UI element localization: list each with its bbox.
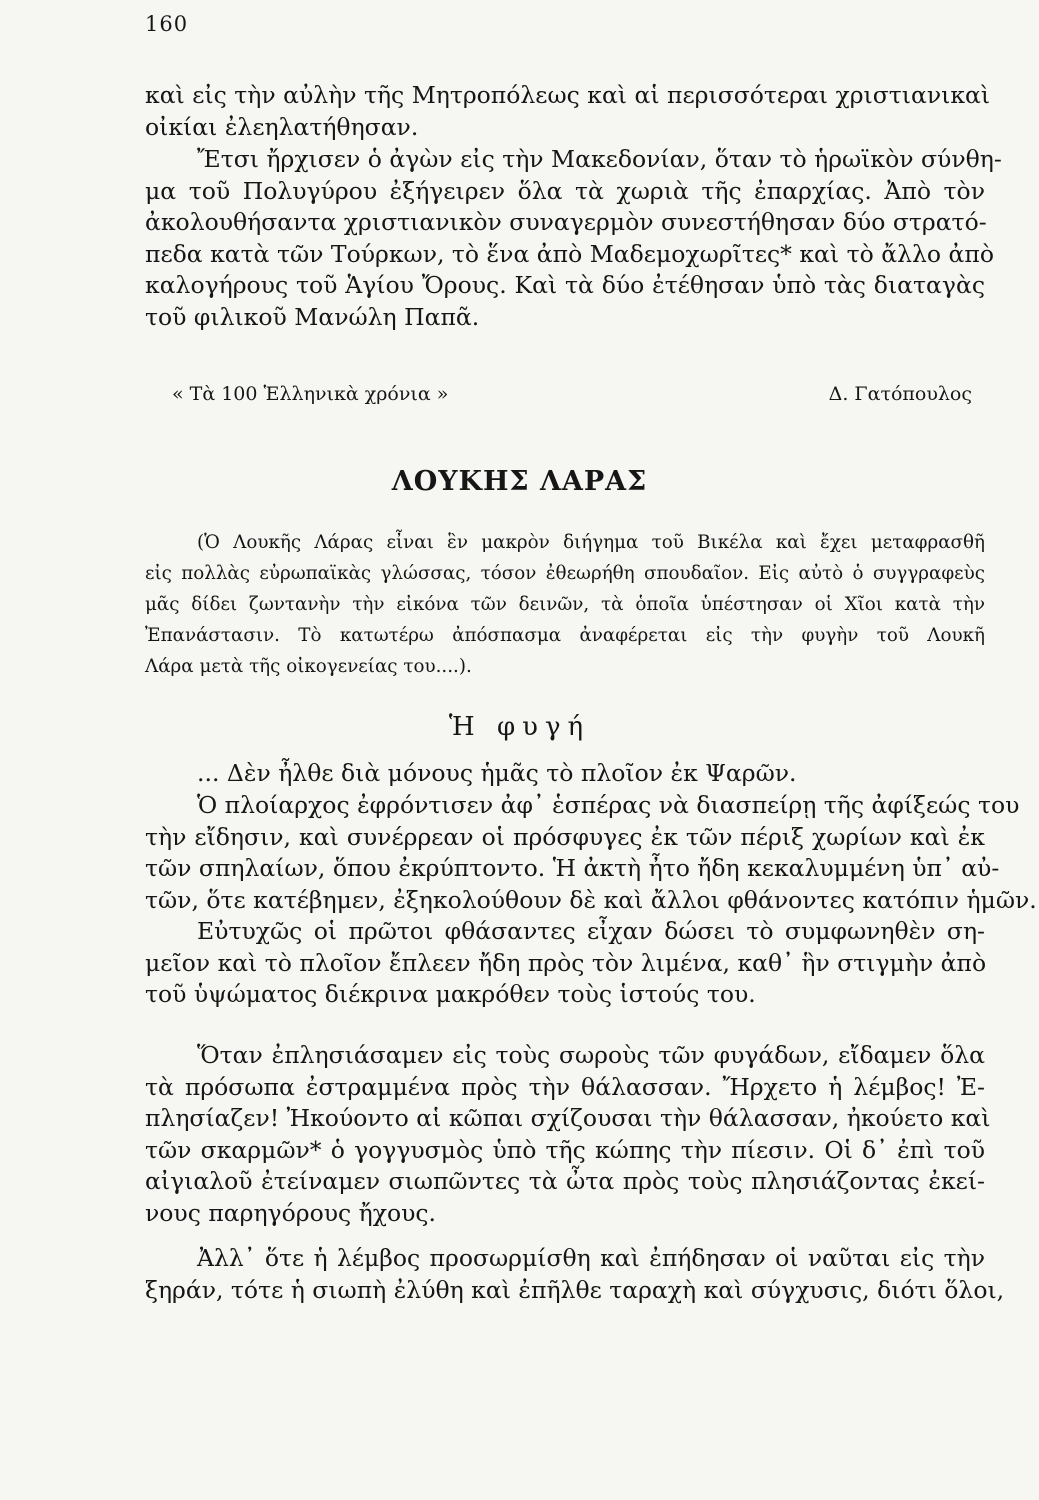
text-line: τοῦ ὑψώματος διέκρινα μακρόθεν τοὺς ἱστούς του.: [145, 980, 756, 1008]
text-line: Εὐτυχῶς οἱ πρῶτοι φθάσαντες εἶχαν δώσει τὸ συμφωνηθὲν ση-: [197, 917, 985, 945]
text-line: τοῦ φιλικοῦ Μανώλη Παπᾶ.: [145, 302, 480, 331]
text-line: τὴν εἴδησιν, καὶ συνέρρεαν οἱ πρόσφυγες ἐκ τῶν πέριξ χωρίων καὶ ἐκ: [145, 822, 985, 851]
text-line: ἀκολουθήσαντα χριστιανικὸν συναγερμὸν συνεστήθησαν δύο στρατό-: [145, 208, 987, 236]
text-line: καλογήρους τοῦ Ἁγίου Ὄρους. Καὶ τὰ δύο ἐτέθησαν ὑπὸ τὰς διαταγὰς: [145, 271, 985, 299]
text-line: μα τοῦ Πολυγύρου ἐξήγειρεν ὅλα τὰ χωριὰ τῆς ἐπαρχίας. Ἀπὸ τὸν: [145, 176, 985, 205]
source-work: « Τὰ 100 Ἑλληνικὰ χρόνια »: [172, 383, 449, 405]
source-author: Δ. Γατόπουλος: [828, 383, 972, 405]
text-line: Ὁ πλοίαρχος ἐφρόντισεν ἀφ᾽ ἑσπέρας νὰ διασπείρῃ τῆς ἀφίξεώς του: [197, 791, 1020, 819]
text-line: μᾶς δίδει ζωντανὴν τὴν εἰκόνα τῶν δεινῶν, τὰ ὁποῖα ὑπέστησαν οἱ Χῖοι κατὰ τὴν: [145, 594, 985, 615]
paragraph-2: [145, 144, 1002, 333]
section-title: ΛΟΥΚΗΣ ΛΑΡΑΣ: [391, 466, 648, 497]
text-line: (Ὁ Λουκῆς Λάρας εἶναι ἓν μακρὸν διήγημα τοῦ Βικέλα καὶ ἔχει μεταφρασθῆ: [197, 532, 985, 553]
text-line: καὶ εἰς τὴν αὐλὴν τῆς Μητροπόλεως καὶ αἱ περισσότεραι χριστιανικαὶ: [145, 81, 991, 109]
text-line: ... Δὲν ἦλθε διὰ μόνους ἡμᾶς τὸ πλοῖον ἐκ Ψαρῶν.: [197, 759, 797, 787]
text-line: Ἔτσι ἤρχισεν ὁ ἀγὼν εἰς τὴν Μακεδονίαν, ὅταν τὸ ἡρωϊκὸν σύνθη-: [197, 145, 1002, 173]
paragraph-6: [145, 1243, 1005, 1306]
text-line: αἰγιαλοῦ ἐτείναμεν σιωπῶντες τὰ ὦτα πρὸς τοὺς πλησιάζοντας ἐκεί-: [145, 1167, 985, 1195]
text-line: τῶν σπηλαίων, ὅπου ἐκρύπτοντο. Ἡ ἀκτὴ ἦτο ἤδη κεκαλυμμένη ὑπ᾽ αὐ-: [145, 854, 1000, 882]
intro-note: [145, 527, 985, 682]
text-line: πλησίαζεν! Ἠκούοντο αἱ κῶπαι σχίζουσαι τὴν θάλασσαν, ἠκούετο καὶ: [145, 1104, 991, 1132]
text-line: τὰ πρόσωπα ἐστραμμένα πρὸς τὴν θάλασσαν. Ἤρχετο ἡ λέμβος! Ἐ-: [145, 1072, 985, 1101]
text-line: Λάρα μετὰ τῆς οἰκογενείας του....).: [145, 656, 472, 677]
text-line: νους παρηγόρους ἤχους.: [145, 1198, 437, 1227]
text-line: Ἐπανάστασιν. Τὸ κατωτέρω ἀπόσπασμα ἀναφέρεται εἰς τὴν φυγὴν τοῦ Λουκῆ: [145, 625, 985, 646]
page-number: 160: [145, 12, 189, 36]
subtitle: Ἡ φυγή: [448, 712, 591, 742]
text-line: πεδα κατὰ τῶν Τούρκων, τὸ ἕνα ἀπὸ Μαδεμοχωρῖτες* καὶ τὸ ἄλλο ἀπὸ: [145, 239, 994, 268]
text-line: μεῖον καὶ τὸ πλοῖον ἔπλεεν ἤδη πρὸς τὸν λιμένα, καθ᾽ ἣν στιγμὴν ἀπὸ: [145, 948, 987, 977]
text-line: τῶν, ὅτε κατέβημεν, ἐξηκολούθουν δὲ καὶ ἄλλοι φθάνοντες κατόπιν ἡμῶν.: [145, 885, 1037, 914]
text-line: οἰκίαι ἐλεηλατήθησαν.: [145, 112, 419, 141]
text-line: εἰς πολλὰς εὐρωπαϊκὰς γλώσσας, τόσον ἐθεωρήθη σπουδαῖον. Εἰς αὐτὸ ὁ συγγραφεὺς: [145, 563, 985, 584]
text-line: Ὅταν ἐπλησιάσαμεν εἰς τοὺς σωροὺς τῶν φυγάδων, εἴδαμεν ὅλα: [197, 1041, 985, 1069]
text-line: ξηράν, τότε ἡ σιωπὴ ἐλύθη καὶ ἐπῆλθε ταραχὴ καὶ σύγχυσις, διότι ὅλοι,: [145, 1275, 1005, 1304]
paragraph-5: [145, 1040, 991, 1229]
text-line: Ἀλλ᾽ ὅτε ἡ λέμβος προσωρμίσθη καὶ ἐπήδησαν οἱ ναῦται εἰς τὴν: [197, 1244, 985, 1272]
paragraph-3: [145, 758, 985, 790]
paragraph-1: [145, 80, 991, 143]
source-attribution: [172, 383, 972, 405]
text-line: τῶν σκαρμῶν* ὁ γογγυσμὸς ὑπὸ τῆς κώπης τὴν πίεσιν. Οἱ δ᾽ ἐπὶ τοῦ: [145, 1135, 985, 1164]
paragraph-4: [145, 790, 1037, 1011]
